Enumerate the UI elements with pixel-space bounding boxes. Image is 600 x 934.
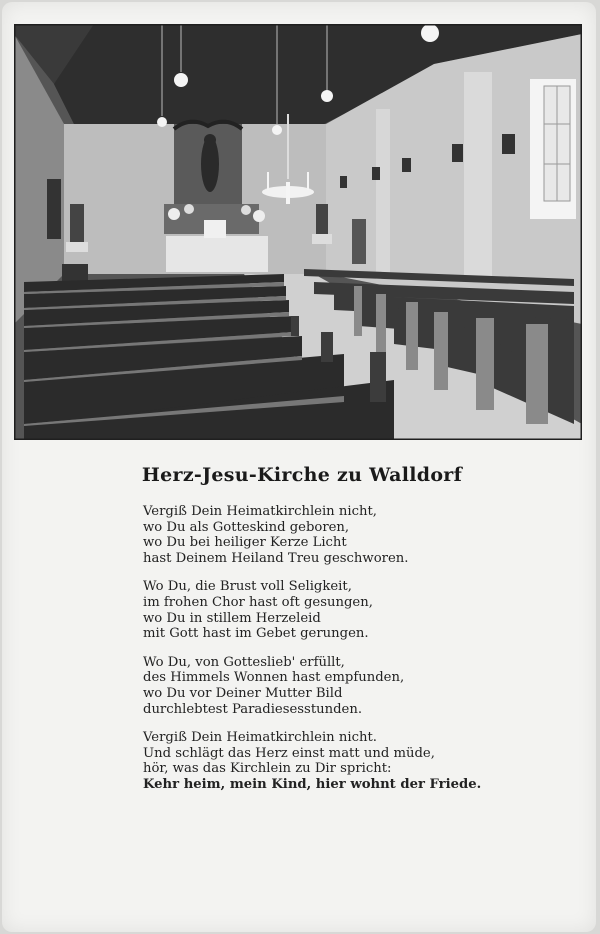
postcard bbox=[2, 2, 596, 932]
poem-line: Vergiß Dein Heimatkirchlein nicht. bbox=[143, 730, 377, 746]
poem-line: wo Du als Gotteskind geboren, bbox=[143, 519, 350, 535]
poem-line: im frohen Chor hast oft gesungen, bbox=[143, 594, 373, 610]
poem-stanza bbox=[143, 655, 583, 717]
poem-line: hast Deinem Heiland Treu geschworen. bbox=[143, 550, 409, 566]
poem-line: wo Du in stillem Herzeleid bbox=[143, 610, 321, 626]
poem-line: wo Du vor Deiner Mutter Bild bbox=[143, 685, 343, 701]
poem-stanza bbox=[143, 579, 583, 641]
poem-closing-line: Kehr heim, mein Kind, hier wohnt der Friede. bbox=[143, 776, 482, 792]
poem-line: Und schlägt das Herz einst matt und müde, bbox=[143, 745, 435, 761]
poem-line: mit Gott hast im Gebet gerungen. bbox=[143, 626, 369, 642]
poem-line: Wo Du, die Brust voll Seligkeit, bbox=[143, 579, 352, 595]
poem-line: hör, was das Kirchlein zu Dir spricht: bbox=[143, 761, 392, 777]
card-title: Herz-Jesu-Kirche zu Walldorf bbox=[141, 464, 463, 486]
poem bbox=[143, 504, 583, 806]
poem-line: durchlebtest Paradiesesstunden. bbox=[143, 701, 363, 717]
church-interior-photo bbox=[14, 24, 582, 440]
poem-line: wo Du bei heiliger Kerze Licht bbox=[143, 535, 347, 551]
poem-stanza bbox=[143, 730, 583, 792]
poem-line: Wo Du, von Gotteslieb' erfüllt, bbox=[143, 654, 345, 670]
poem-line: Vergiß Dein Heimatkirchlein nicht, bbox=[143, 504, 377, 519]
poem-stanza bbox=[143, 504, 583, 566]
poem-line: des Himmels Wonnen hast empfunden, bbox=[143, 670, 405, 686]
